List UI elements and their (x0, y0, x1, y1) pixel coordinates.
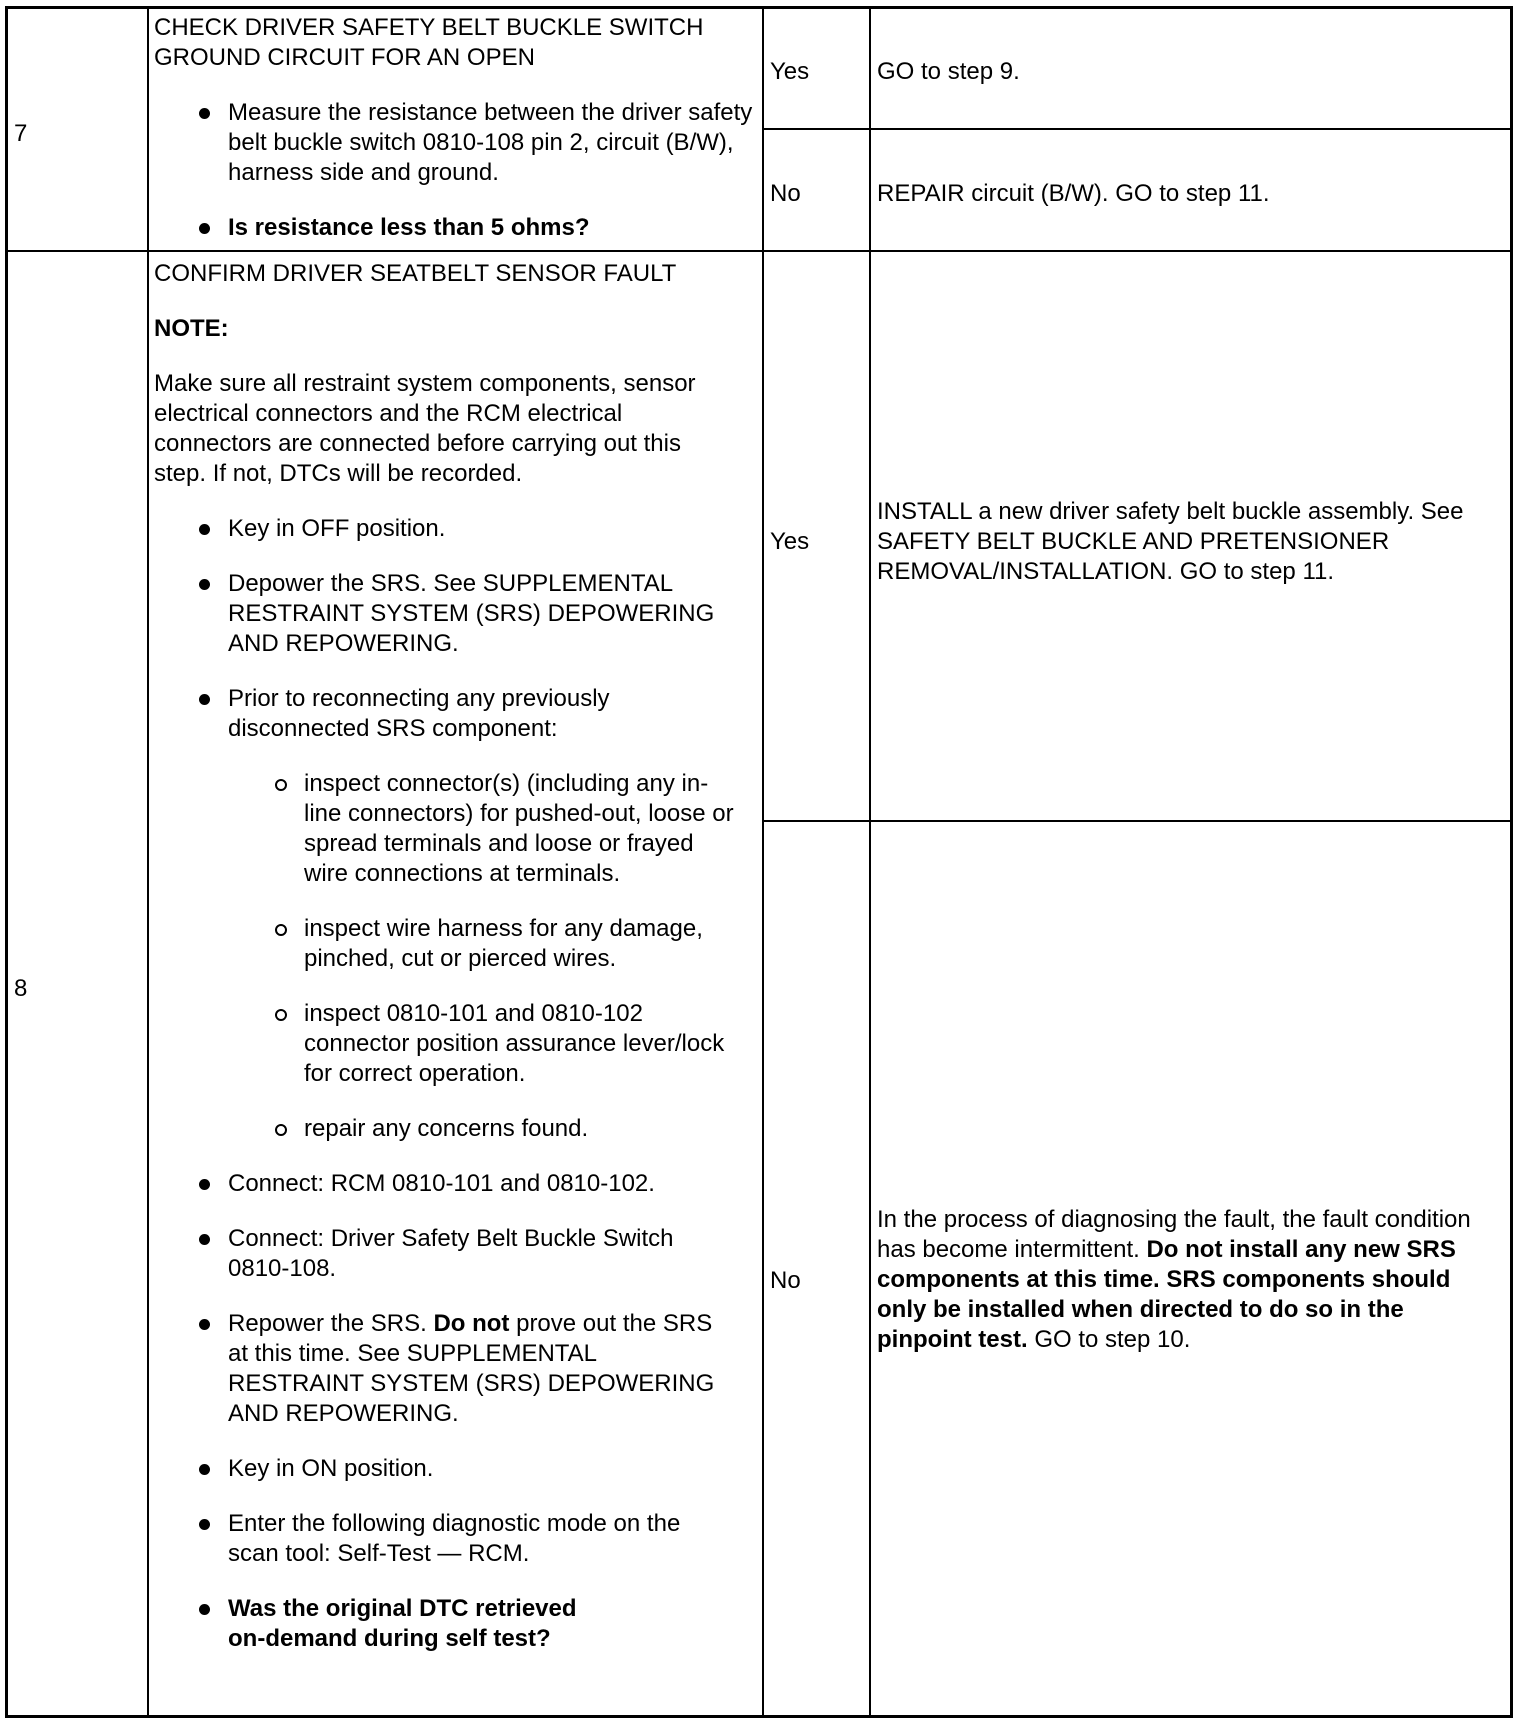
step8-sub-repair: repair any concerns found. (154, 1114, 734, 1144)
col-divider-answer (762, 9, 764, 1715)
row-divider-step7-yes-no (764, 128, 1510, 130)
step7-heading-line2: GROUND CIRCUIT FOR AN OPEN (154, 44, 535, 71)
step8-note-text: Make sure all restraint system components, sensor electrical connectors and the RCM electrical connectors are connected before carrying out this step. If not, DTCs will be recorded. (154, 370, 696, 487)
step8-bullet-question (154, 1594, 734, 1654)
step8-bullet-repower: Repower the SRS. Do not prove out the SRS at this time. See SUPPLEMENTAL RESTRAINT SYSTEM (SRS) DEPOWERING AND REPOWERING. (154, 1309, 734, 1429)
row-divider-step8-yes-no (764, 820, 1510, 822)
step8-bullet-prior: Prior to reconnecting any previously disconnected SRS component: (154, 684, 734, 744)
step8-bullet-key-on: Key in ON position. (154, 1454, 734, 1484)
step8-test-cell (154, 259, 734, 1654)
row-divider-step7-step8 (8, 250, 1510, 252)
step7-no-action: REPAIR circuit (B/W). GO to step 11. (877, 180, 1270, 207)
step8-note-label: NOTE: (154, 315, 229, 342)
step8-bullet-connect-rcm: Connect: RCM 0810-101 and 0810-102. (154, 1169, 734, 1199)
col-divider-action (869, 9, 871, 1715)
step8-sub-inspect-lever: inspect 0810-101 and 0810-102 connector position assurance lever/lock for correct operation. (154, 999, 734, 1089)
step8-question-text: Was the original DTC retrieved on-demand during self test? (228, 1595, 577, 1652)
step8-bullet-connect-switch: Connect: Driver Safety Belt Buckle Switch 0810-108. (154, 1224, 734, 1284)
step7-test-cell (154, 13, 758, 243)
step7-bullet-question (154, 213, 758, 243)
step8-yes-label: Yes (770, 528, 810, 555)
step7-heading-line1: CHECK DRIVER SAFETY BELT BUCKLE SWITCH (154, 14, 704, 41)
step8-bullet-enter-mode: Enter the following diagnostic mode on the scan tool: Self-Test — RCM. (154, 1509, 734, 1569)
step8-bullet-depower: Depower the SRS. See SUPPLEMENTAL RESTRAINT SYSTEM (SRS) DEPOWERING AND REPOWERING. (154, 569, 734, 659)
step-number-7: 7 (14, 120, 28, 147)
step8-sub-inspect-connectors: inspect connector(s) (including any in-line connectors) for pushed-out, loose or spread terminals and loose or frayed wire connections at terminals. (154, 769, 734, 889)
step8-no-label: No (770, 1267, 801, 1294)
step-number-8: 8 (14, 975, 28, 1002)
step7-bullet-measure: Measure the resistance between the driver safety belt buckle switch 0810-108 pin 2, circuit (B/W), harness side and ground. (154, 98, 758, 188)
step7-no-label: No (770, 180, 801, 207)
step8-no-action: In the process of diagnosing the fault, the fault condition has become intermittent. Do not install any new SRS components at this time. SRS components should only be installed when directed to do so in the pinpoint test. GO to step 10. (877, 1206, 1471, 1353)
step7-yes-action: GO to step 9. (877, 58, 1020, 85)
step7-question-text: Is resistance less than 5 ohms? (228, 214, 590, 241)
step8-bullet-key-off: Key in OFF position. (154, 514, 734, 544)
step8-yes-action: INSTALL a new driver safety belt buckle assembly. See SAFETY BELT BUCKLE AND PRETENSIONER REMOVAL/INSTALLATION. GO to step 11. (877, 498, 1464, 585)
step8-heading: CONFIRM DRIVER SEATBELT SENSOR FAULT (154, 260, 677, 287)
pinpoint-test-table (5, 6, 1513, 1718)
step7-yes-label: Yes (770, 58, 810, 85)
col-divider-step (147, 9, 149, 1715)
step8-sub-inspect-harness: inspect wire harness for any damage, pinched, cut or pierced wires. (154, 914, 734, 974)
